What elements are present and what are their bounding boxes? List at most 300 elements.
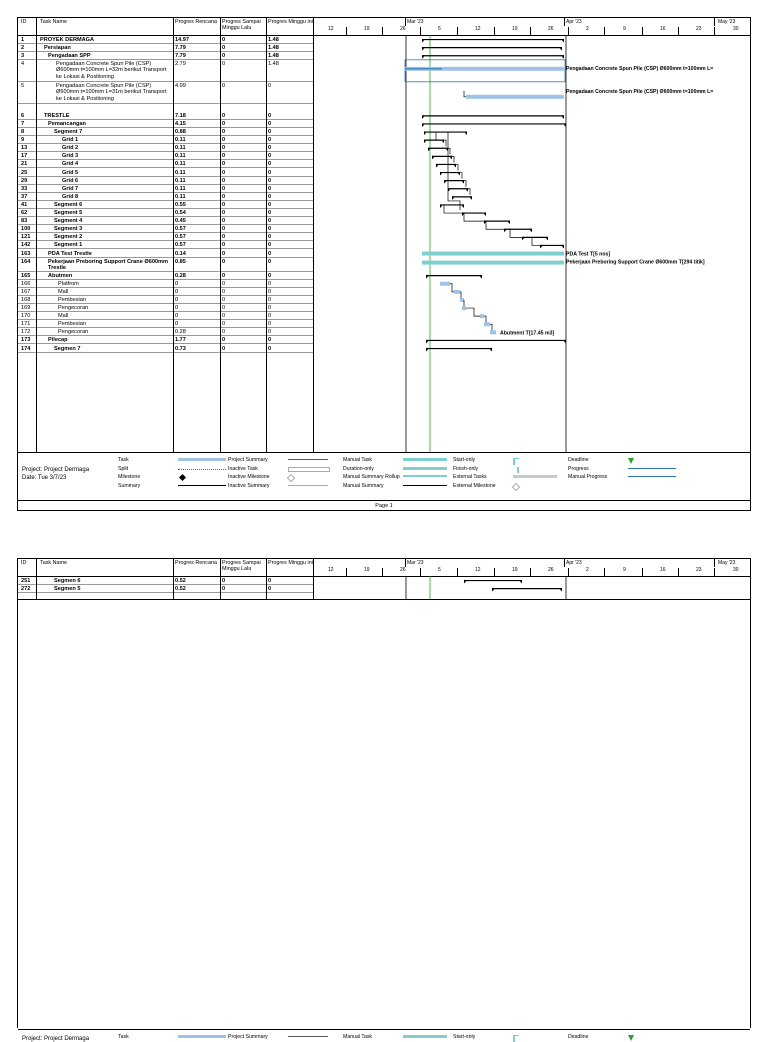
- timeline-month: May '23: [718, 19, 736, 25]
- table-row: [18, 120, 313, 128]
- legend-item: Start-only: [453, 1034, 476, 1040]
- row-ini: 0: [268, 280, 272, 287]
- row-id: 25: [21, 169, 28, 176]
- legend-swatch: [403, 458, 447, 461]
- timeline-day: 30: [733, 26, 739, 32]
- col-lalu-header: Progres Sampai Minggu Lalu: [222, 560, 261, 572]
- row-lalu: 0: [222, 52, 226, 59]
- timeline-day: 2: [586, 26, 589, 32]
- row-lalu: 0: [222, 305, 226, 311]
- dependency-link: [460, 292, 461, 298]
- row-rencana: 0.52: [175, 577, 186, 584]
- row-lalu: 0: [222, 272, 226, 279]
- row-name: Pilecap: [48, 337, 68, 344]
- row-ini: 0: [268, 337, 272, 344]
- row-ini: 0: [268, 242, 272, 249]
- row-name: Platfrom: [58, 280, 79, 287]
- legend-2: [18, 1029, 750, 1040]
- row-ini: 0: [268, 218, 272, 225]
- row-rencana: 0.11: [175, 177, 186, 184]
- bar-label: Pekerjaan Preboring Support Crane Ø600mm T[294 titik]: [566, 259, 705, 266]
- table-row: [18, 217, 313, 225]
- legend-swatch: [178, 1035, 226, 1038]
- row-ini: 0: [268, 226, 272, 233]
- row-id: 13: [21, 145, 28, 152]
- table-row: [18, 177, 313, 185]
- legend-item: Split: [118, 465, 129, 472]
- legend-swatch: [288, 467, 330, 472]
- timeline-day: 19: [512, 567, 518, 573]
- legend-item: Progress: [568, 465, 589, 472]
- legend-item: Inactive Task: [228, 465, 258, 472]
- table-row: [18, 201, 313, 209]
- row-name: Pengecoran: [58, 305, 89, 311]
- row-name: Segment 2: [54, 234, 83, 241]
- table-row: [18, 585, 313, 593]
- legend-item: External Milestone: [453, 482, 496, 489]
- timeline-month: Apr '23: [566, 560, 582, 566]
- row-lalu: 0: [222, 112, 226, 119]
- table-row: [18, 152, 313, 160]
- legend-swatch: [287, 474, 295, 482]
- bar-label: Pengadaan Concrete Spun Pile (CSP) Ø600mm t=100mm L=: [566, 88, 714, 95]
- row-id: 170: [21, 313, 31, 320]
- row-lalu: 0: [222, 329, 226, 336]
- dependency-link: [532, 237, 540, 245]
- task-bar: [454, 290, 460, 294]
- timeline-day: 5: [438, 26, 441, 32]
- row-id: 172: [21, 329, 31, 336]
- row-lalu: 0: [222, 234, 226, 241]
- timeline-month: Apr '23: [566, 19, 582, 25]
- timeline-day: 23: [696, 26, 702, 32]
- legend: [18, 452, 750, 501]
- legend-item: Manual Summary: [343, 482, 384, 489]
- dependency-link: [456, 164, 458, 170]
- project-name-2: Project: Project Dermaga: [22, 1036, 90, 1042]
- legend-item: Inactive Summary: [228, 482, 270, 489]
- row-id: 3: [21, 52, 25, 59]
- row-rencana: 7.79: [175, 44, 186, 51]
- row-id: 169: [21, 305, 31, 311]
- row-id: 163: [21, 250, 31, 257]
- row-lalu: 0: [222, 177, 226, 184]
- row-rencana: 0.85: [175, 258, 186, 265]
- row-name: Pembesian: [58, 321, 86, 328]
- row-ini: 0: [268, 169, 272, 176]
- col-ini-header: Progres Minggu ini: [268, 19, 313, 25]
- row-name: Grid 8: [62, 193, 79, 200]
- table-row: [18, 136, 313, 144]
- dependency-link: [460, 173, 462, 179]
- row-lalu: 0: [222, 313, 226, 320]
- task-bar: [422, 261, 564, 265]
- col-name-header: Task Name: [40, 560, 67, 566]
- legend-item: Summary: [118, 482, 141, 489]
- task-bar: [422, 252, 564, 256]
- table-row: [18, 241, 313, 249]
- legend-swatch: [513, 458, 519, 465]
- table-row: [18, 169, 313, 177]
- timeline-day: 16: [660, 26, 666, 32]
- row-id: 121: [21, 234, 31, 241]
- table-row: [18, 128, 313, 136]
- legend-swatch: [288, 485, 328, 486]
- legend-item: Task: [118, 1034, 129, 1040]
- gantt-page-1: [17, 17, 751, 511]
- row-id: 272: [21, 585, 31, 592]
- timeline-day: 26: [548, 26, 554, 32]
- dependency-link: [448, 132, 460, 210]
- table-row: [18, 52, 313, 60]
- row-id: 83: [21, 218, 28, 225]
- row-lalu: 0: [222, 169, 226, 176]
- task-table-2: [18, 559, 314, 599]
- row-lalu: 0: [222, 201, 226, 208]
- row-rencana: 0.14: [175, 250, 186, 257]
- row-rencana: 0: [175, 296, 179, 303]
- row-name: Mall: [58, 288, 69, 295]
- timeline-day: 12: [475, 567, 481, 573]
- col-id-header: ID: [21, 560, 27, 566]
- row-lalu: 0: [222, 120, 226, 127]
- task-outline: [405, 60, 565, 82]
- legend-swatch: [179, 474, 186, 481]
- row-ini: 0: [268, 250, 272, 257]
- row-lalu: 0: [222, 210, 226, 216]
- row-id: 168: [21, 296, 31, 303]
- table-row: [18, 304, 313, 312]
- row-id: 1: [21, 36, 25, 43]
- row-lalu: 0: [222, 137, 226, 144]
- legend-item: External Tasks: [453, 474, 487, 480]
- row-lalu: 0: [222, 280, 226, 287]
- gantt-page-2: [17, 558, 751, 1042]
- gantt-chart-2: [314, 559, 751, 599]
- row-name: Grid 5: [62, 169, 79, 176]
- row-lalu: 0: [222, 242, 226, 249]
- row-lalu: 0: [222, 82, 226, 89]
- row-rencana: 0: [175, 321, 179, 328]
- row-ini: 0: [268, 210, 272, 216]
- col-rencana-header: Progres Rencana: [175, 560, 217, 566]
- row-id: 173: [21, 337, 31, 344]
- row-ini: 0: [268, 177, 272, 184]
- row-lalu: 0: [222, 258, 226, 265]
- row-lalu: 0: [222, 153, 226, 160]
- row-id: 62: [21, 210, 28, 216]
- row-ini: 0: [268, 161, 272, 168]
- row-rencana: 1.77: [175, 337, 186, 344]
- row-ini: 1.48: [268, 60, 279, 67]
- legend-swatch: [288, 1036, 328, 1037]
- timeline-month: May '23: [718, 560, 736, 566]
- table-header-2: [18, 559, 313, 577]
- row-rencana: 0.28: [175, 329, 186, 336]
- row-id: 41: [21, 201, 28, 208]
- task-bar: [462, 306, 466, 310]
- legend-swatch: [512, 482, 520, 490]
- task-bar: [440, 282, 450, 286]
- timeline-day: 16: [660, 567, 666, 573]
- dependency-link: [486, 221, 504, 229]
- row-rencana: 7.18: [175, 112, 186, 119]
- row-name: Segment 7: [54, 129, 83, 135]
- row-rencana: 0.11: [175, 137, 186, 144]
- row-lalu: 0: [222, 185, 226, 192]
- row-id: 29: [21, 177, 28, 184]
- table-row: [18, 36, 313, 44]
- row-rencana: 0: [175, 313, 179, 320]
- row-name: PROYEK DERMAGA: [40, 36, 95, 43]
- row-lalu: 0: [222, 345, 226, 352]
- table-row: [18, 60, 313, 82]
- legend-item: Deadline: [568, 1034, 589, 1040]
- row-name: Grid 1: [62, 137, 79, 144]
- row-id: 174: [21, 345, 31, 352]
- row-name: Persiapan: [44, 44, 71, 51]
- row-ini: 0: [268, 296, 272, 303]
- row-name: Segment 1: [54, 242, 83, 249]
- legend-item: Milestone: [118, 474, 141, 480]
- row-lalu: 0: [222, 161, 226, 168]
- task-bar: [480, 314, 484, 318]
- row-rencana: 14.97: [175, 36, 189, 43]
- row-id: 4: [21, 60, 25, 67]
- bar-label: Abutment T[17.45 m3]: [500, 330, 555, 337]
- row-rencana: 2.79: [175, 60, 186, 67]
- row-name: Pengadaan Concrete Spun Pile (CSP) Ø600mm t=100mm L=32m berikut Transport ke Lokasi & Positioning: [56, 60, 167, 80]
- row-rencana: 0.88: [175, 129, 186, 135]
- legend-swatch: [628, 468, 676, 469]
- row-name: Mall: [58, 313, 69, 320]
- row-name: Segmen 7: [54, 345, 81, 352]
- row-ini: 0: [268, 82, 272, 89]
- row-lalu: 0: [222, 321, 226, 328]
- task-bar: [484, 322, 490, 326]
- row-id: 9: [21, 137, 25, 144]
- row-lalu: 0: [222, 60, 226, 67]
- row-ini: 1.48: [268, 36, 279, 43]
- timeline-day: 19: [512, 26, 518, 32]
- row-ini: 0: [268, 153, 272, 160]
- timeline-day: 26: [400, 26, 406, 32]
- timeline-day: 23: [696, 567, 702, 573]
- table-row: [18, 280, 313, 288]
- table-row: [18, 577, 313, 585]
- table-row: [18, 185, 313, 193]
- row-rencana: 0.54: [175, 210, 186, 216]
- dependency-link: [452, 156, 454, 162]
- table-row: [18, 258, 313, 272]
- row-ini: 0: [268, 313, 272, 320]
- legend-swatch: [178, 485, 226, 486]
- table-row: [18, 345, 313, 353]
- row-name: Segment 4: [54, 218, 83, 225]
- row-ini: 0: [268, 120, 272, 127]
- row-id: 165: [21, 272, 31, 279]
- timeline-day: 9: [623, 26, 626, 32]
- legend-swatch: [628, 476, 676, 477]
- legend-item: Project Summary: [228, 1034, 268, 1040]
- legend-swatch: [178, 469, 226, 470]
- timeline-day: 9: [623, 567, 626, 573]
- row-rencana: 0.57: [175, 234, 186, 241]
- gantt-bars-2: [314, 559, 751, 599]
- legend-swatch: [628, 458, 634, 464]
- timeline-day: 30: [733, 567, 739, 573]
- task-bar: [460, 298, 464, 302]
- legend-item: Task: [118, 457, 129, 463]
- row-rencana: 4.15: [175, 120, 186, 127]
- row-rencana: 0.11: [175, 193, 186, 200]
- bar-label: Pengadaan Concrete Spun Pile (CSP) Ø600mm t=100mm L=: [566, 65, 714, 72]
- row-id: 166: [21, 280, 31, 287]
- table-row: [18, 250, 313, 258]
- col-lalu-header: Progres Sampai Minggu Lalu: [222, 19, 261, 31]
- row-lalu: 0: [222, 250, 226, 257]
- row-rencana: 0.45: [175, 218, 186, 225]
- row-id: 251: [21, 577, 31, 584]
- row-id: 17: [21, 153, 28, 160]
- row-rencana: 0: [175, 280, 179, 287]
- timeline-day: 26: [548, 567, 554, 573]
- task-bar: [490, 330, 496, 334]
- row-ini: 0: [268, 288, 272, 295]
- legend-item: Finish-only: [453, 465, 479, 472]
- row-id: 100: [21, 226, 31, 233]
- row-ini: 0: [268, 258, 272, 265]
- row-id: 164: [21, 258, 31, 265]
- timeline-day: 26: [400, 567, 406, 573]
- dependency-link: [450, 284, 454, 292]
- bar-label: PDA Test T[5 nos]: [566, 251, 611, 258]
- project-name: Project: Project Dermaga: [22, 467, 90, 473]
- row-ini: 0: [268, 193, 272, 200]
- timeline-day: 12: [328, 567, 334, 573]
- table-row: [18, 336, 313, 344]
- legend-swatch: [403, 485, 447, 486]
- table-row: [18, 320, 313, 328]
- row-rencana: 0.57: [175, 226, 186, 233]
- row-id: 167: [21, 288, 31, 295]
- task-table: [18, 18, 314, 452]
- row-ini: 0: [268, 329, 272, 336]
- row-id: 7: [21, 120, 25, 127]
- table-row: [18, 144, 313, 152]
- row-id: 37: [21, 193, 28, 200]
- row-name: Pekerjaan Preboring Support Crane Ø600mm Trestle: [48, 258, 168, 271]
- dependency-link: [468, 189, 470, 195]
- dependency-link: [464, 213, 484, 221]
- row-rencana: 0.11: [175, 185, 186, 192]
- dependency-link: [464, 181, 466, 187]
- row-rencana: 0.73: [175, 345, 186, 352]
- col-name-header: Task Name: [40, 19, 67, 25]
- row-ini: 0: [268, 201, 272, 208]
- project-date: Date: Tue 3/7/23: [22, 475, 67, 481]
- row-rencana: 0.28: [175, 272, 186, 279]
- row-ini: 0: [268, 345, 272, 352]
- legend-swatch: [178, 458, 226, 461]
- row-ini: 0: [268, 234, 272, 241]
- row-name: Grid 4: [62, 161, 79, 168]
- table-row: [18, 112, 313, 120]
- legend-swatch: [628, 1035, 634, 1041]
- row-id: 142: [21, 242, 31, 249]
- page-footer: Page 1: [18, 500, 750, 512]
- row-lalu: 0: [222, 226, 226, 233]
- timeline-day: 19: [364, 26, 370, 32]
- row-ini: 0: [268, 185, 272, 192]
- row-name: TRESTLE: [44, 112, 70, 119]
- row-rencana: 0.11: [175, 145, 186, 152]
- table-row: [18, 233, 313, 241]
- row-name: Grid 2: [62, 145, 79, 152]
- timeline-day: 12: [328, 26, 334, 32]
- row-id: 33: [21, 185, 28, 192]
- task-bar: [466, 95, 564, 99]
- legend-item: Deadline: [568, 457, 589, 463]
- row-lalu: 0: [222, 129, 226, 135]
- row-rencana: 0.55: [175, 201, 186, 208]
- legend-swatch: [403, 1035, 447, 1038]
- row-ini: 0: [268, 585, 272, 592]
- col-id-header: ID: [21, 19, 27, 25]
- row-id: 8: [21, 129, 25, 135]
- row-id: 2: [21, 44, 25, 51]
- legend-swatch: [513, 1035, 519, 1042]
- row-name: Pengadaan SPP: [48, 52, 91, 59]
- row-rencana: 0.11: [175, 169, 186, 176]
- row-name: Segmen 6: [54, 577, 81, 584]
- table-row: [18, 272, 313, 280]
- row-lalu: 0: [222, 36, 226, 43]
- row-lalu: 0: [222, 577, 226, 584]
- row-lalu: 0: [222, 44, 226, 51]
- legend-swatch: [513, 475, 557, 478]
- legend-item: Duration-only: [343, 465, 374, 472]
- row-ini: 0: [268, 137, 272, 144]
- row-lalu: 0: [222, 288, 226, 295]
- timeline-day: 12: [475, 26, 481, 32]
- row-rencana: 0: [175, 288, 179, 295]
- table-row: [18, 296, 313, 304]
- legend-item: Manual Summary Rollup: [343, 474, 400, 480]
- timeline-day: 5: [438, 567, 441, 573]
- legend-swatch: [403, 475, 447, 477]
- row-id: 171: [21, 321, 31, 328]
- row-ini: 0: [268, 112, 272, 119]
- dependency-link: [484, 316, 486, 322]
- row-name: Segmen 5: [54, 585, 81, 592]
- table-row: [18, 209, 313, 217]
- gantt-chart: [314, 18, 751, 452]
- col-ini-header: Progres Minggu ini: [268, 560, 313, 566]
- legend-swatch: [288, 459, 328, 460]
- row-lalu: 0: [222, 296, 226, 303]
- row-rencana: 7.79: [175, 52, 186, 59]
- table-row: [18, 225, 313, 233]
- row-name: Pengadaan Concrete Spun Pile (CSP) Ø600mm t=100mm L=31m berikut Transport ke Lokasi & Positioning: [56, 82, 167, 102]
- row-rencana: 0.57: [175, 242, 186, 249]
- row-lalu: 0: [222, 337, 226, 344]
- legend-item: Manual Task: [343, 1034, 373, 1040]
- row-lalu: 0: [222, 145, 226, 152]
- row-id: 6: [21, 112, 25, 119]
- row-rencana: 0.52: [175, 585, 186, 592]
- table-row: [18, 82, 313, 104]
